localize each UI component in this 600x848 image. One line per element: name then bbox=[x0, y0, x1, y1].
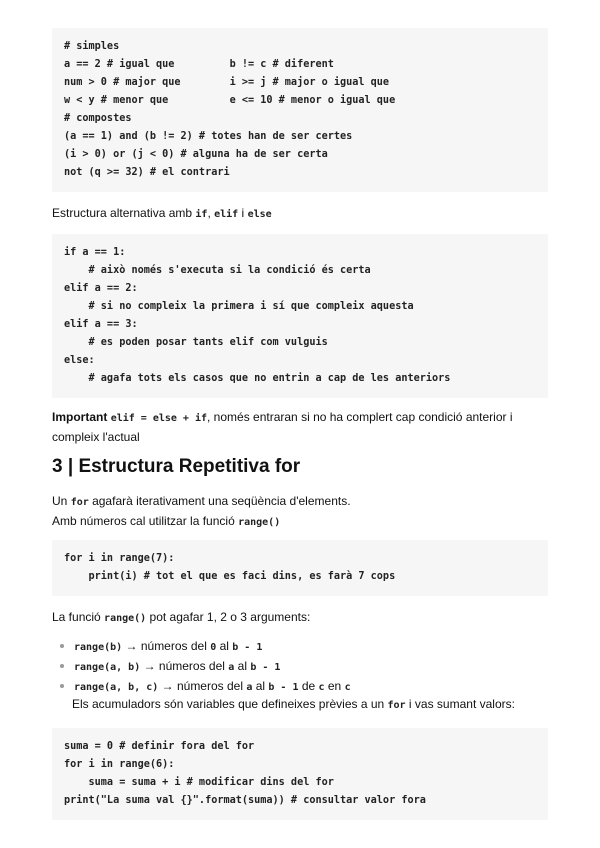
code-block-comparisons bbox=[52, 28, 548, 192]
code-line: else: bbox=[64, 355, 95, 366]
paragraph-range: La funció range() pot agafar 1, 2 o 3 arguments: bbox=[52, 610, 311, 624]
code-line: w < y # menor que e <= 10 # menor o igual que bbox=[64, 95, 396, 106]
code-line: elif a == 2: bbox=[64, 283, 138, 294]
code-line: # es poden posar tants elif com vulguis bbox=[64, 337, 328, 348]
paragraph-alternative: Estructura alternativa amb if, elif i else bbox=[52, 206, 272, 220]
code-line: (a == 1) and (b != 2) # totes han de ser certes bbox=[64, 131, 353, 142]
code-line: elif a == 3: bbox=[64, 319, 138, 330]
code-line: print(i) # tot el que es faci dins, es farà 7 cops bbox=[64, 571, 396, 582]
bullet-icon bbox=[60, 684, 64, 688]
code-line: not (q >= 32) # el contrari bbox=[64, 167, 230, 178]
list-item: range(a, b) → números del a al b - 1 bbox=[52, 656, 552, 676]
code-line: (i > 0) or (j < 0) # alguna ha de ser certa bbox=[64, 149, 328, 160]
code-line: suma = 0 # definir fora del for bbox=[64, 741, 255, 752]
code-line: # agafa tots els casos que no entrin a cap de les anteriors bbox=[64, 373, 451, 384]
code-line: # si no compleix la primera i sí que compleix aquesta bbox=[64, 301, 414, 312]
range-list bbox=[52, 636, 552, 696]
code-line: num > 0 # major que i >= j # major o igual que bbox=[64, 77, 390, 88]
code-line: for i in range(7): bbox=[64, 553, 175, 564]
section-heading: 3 | Estructura Repetitiva for bbox=[52, 456, 301, 477]
code-line: suma = suma + i # modificar dins del for bbox=[64, 777, 334, 788]
code-line: # això només s'executa si la condició és certa bbox=[64, 265, 371, 276]
code-line: print("La suma val {}".format(suma)) # consultar valor fora bbox=[64, 795, 426, 806]
code-line: # simples bbox=[64, 41, 120, 52]
code-line: if a == 1: bbox=[64, 247, 126, 258]
bullet-icon bbox=[60, 664, 64, 668]
code-block-accumulator bbox=[52, 728, 548, 820]
paragraph-accumulators: Els acumuladors són variables que defineixes prèvies a un for i vas sumant valors: bbox=[72, 697, 515, 711]
list-item: range(a, b, c) → números del a al b - 1 de c en c bbox=[52, 676, 552, 696]
code-line: for i in range(6): bbox=[64, 759, 175, 770]
code-line: # compostes bbox=[64, 113, 132, 124]
code-block-if-elif bbox=[52, 234, 548, 398]
code-block-for bbox=[52, 540, 548, 596]
paragraph-for: Un for agafarà iterativament una seqüència d'elements. Amb números cal utilitzar la funció range() bbox=[52, 494, 351, 528]
bullet-icon bbox=[60, 644, 64, 648]
code-line: a == 2 # igual que b != c # diferent bbox=[64, 59, 334, 70]
list-item: range(b) → números del 0 al b - 1 bbox=[52, 636, 552, 656]
paragraph-important: Important elif = else + if, només entraran si no ha complert cap condició anterior i compleix l'actual bbox=[52, 410, 513, 444]
